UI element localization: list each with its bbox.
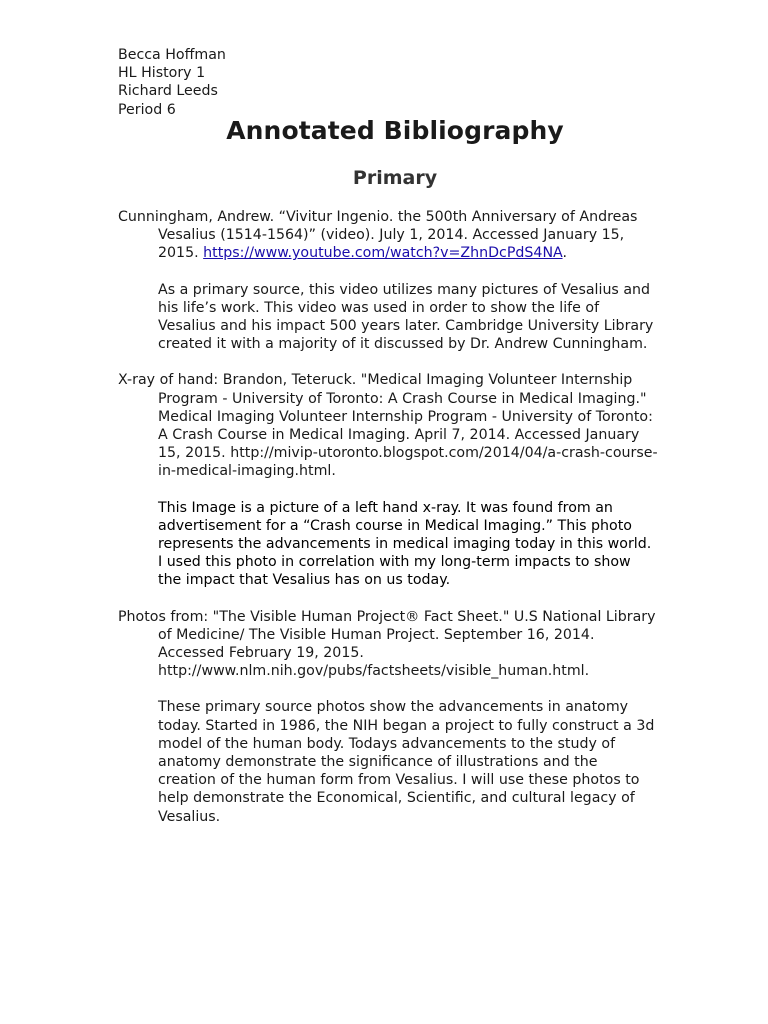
citation-text: Cunningham, Andrew. “Vivitur Ingenio. the 500th Anniversary of Andreas Vesalius (1514-1564)” (video). July 1, 2014. Accessed January 15, 2015.	[118, 209, 638, 262]
annotation: As a primary source, this video utilizes many pictures of Vesalius and his life’s work. This video was used in order to show the life of Vesalius and his impact 500 years later. Cambridge University Library created it with a majority of it discussed by Dr. Andrew Cunningham.	[158, 281, 654, 353]
bibliography-entry	[118, 208, 658, 353]
teacher-name: Richard Leeds	[118, 83, 218, 100]
section-heading: Primary	[352, 167, 438, 189]
annotation: This Image is a picture of a left hand x-ray. It was found from an advertisement for a “Crash course in Medical Imaging.” This photo represents the advancements in medical imaging today in this world. I used this photo in correlation with my long-term impacts to show the impact that Vesalius has on us today.	[158, 499, 652, 589]
class-period: Period 6	[118, 101, 176, 118]
course-name: HL History 1	[118, 65, 206, 82]
citation-link[interactable]: https://www.youtube.com/watch?v=ZhnDcPdS4NA	[203, 245, 563, 262]
bibliography-entry	[118, 608, 658, 826]
annotation: These primary source photos show the advancements in anatomy today. Started in 1986, the NIH began a project to fully construct a 3d model of the human body. Todays advancements to the study of anatomy demonstrate the significance of illustrations and the creation of the human form from Vesalius. I will use these photos to help demonstrate the Economical, Scientific, and cultural legacy of Vesalius.	[158, 699, 655, 825]
student-name: Becca Hoffman	[118, 47, 226, 63]
page-title: Annotated Bibliography	[226, 116, 564, 145]
citation-end: .	[562, 245, 568, 262]
bibliography-list	[118, 208, 658, 844]
student-header	[118, 46, 226, 119]
bibliography-entry	[118, 371, 658, 589]
citation: Photos from: "The Visible Human Project® Fact Sheet." U.S National Library of Medicine/ The Visible Human Project. September 16, 2014. Accessed February 19, 2015. http://www.nlm.nih.gov/pubs/factsheets/visible_human.html.	[118, 608, 656, 680]
citation	[118, 208, 658, 263]
citation: X-ray of hand: Brandon, Teteruck. "Medical Imaging Volunteer Internship Program - University of Toronto: A Crash Course in Medical Imaging." Medical Imaging Volunteer Internship Program - University of Toronto: A Crash Course in Medical Imaging. April 7, 2014. Accessed January 15, 2015. http://mivip-utoronto.blogspot.com/2014/04/a-crash-course-in-medical-imaging.html.	[118, 372, 658, 480]
